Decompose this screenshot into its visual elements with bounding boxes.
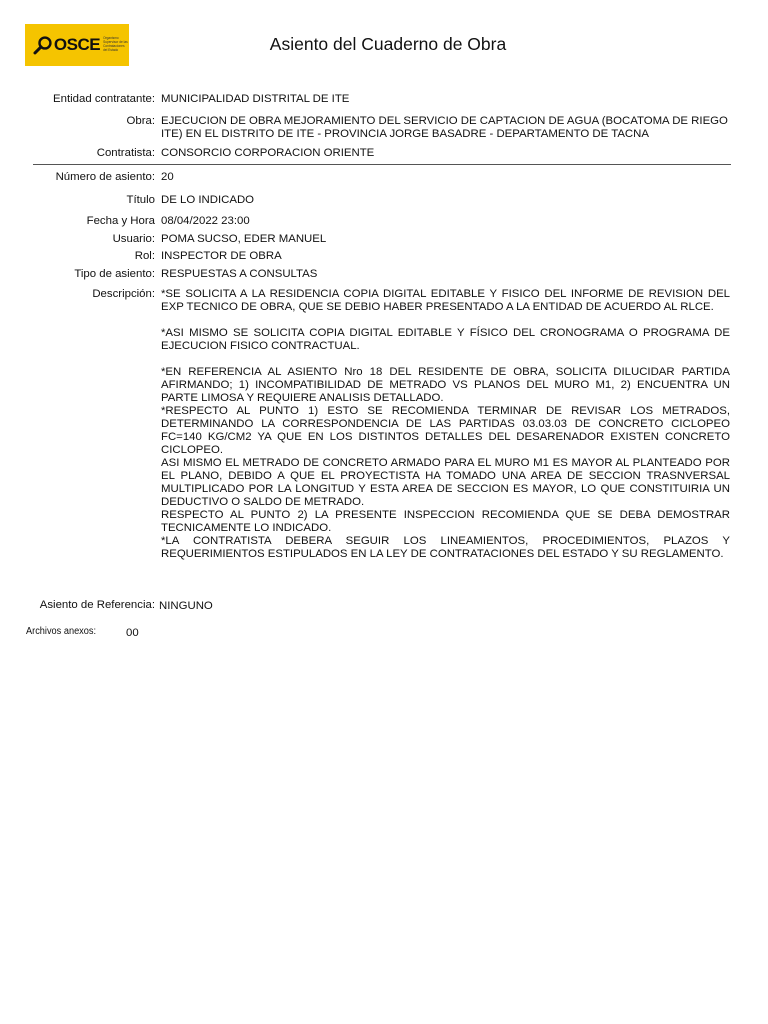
page-title: Asiento del Cuaderno de Obra xyxy=(269,34,507,54)
asiento-block xyxy=(30,171,730,561)
fecha-row xyxy=(30,215,730,228)
tipo-value: RESPUESTAS A CONSULTAS xyxy=(161,268,318,280)
tipo-label: Tipo de asiento: xyxy=(74,268,155,280)
contratista-value: CONSORCIO CORPORACION ORIENTE xyxy=(161,147,375,159)
header-block xyxy=(30,93,730,160)
usuario-row xyxy=(30,233,730,246)
titulo-row xyxy=(30,194,730,207)
contratista-label: Contratista: xyxy=(96,147,155,159)
descripcion-paragraph: RESPECTO AL PUNTO 2) LA PRESENTE INSPECCION RECOMIENDA QUE SE DEBA DEMOSTRAR TECNICAMENTE LO INDICADO. xyxy=(161,509,730,534)
descripcion-label: Descripción: xyxy=(92,288,155,300)
logo-tagline: Organismo Supervisor de las Contrataciones del Estado xyxy=(103,36,128,52)
descripcion-paragraph: *LA CONTRATISTA DEBERA SEGUIR LOS LINEAMIENTOS, PROCEDIMIENTOS, PLAZOS Y REQUERIMIENTOS ESTIPULADOS EN LA LEY DE CONTRATACIONES DEL ESTADO Y SU REGLAMENTO. xyxy=(161,535,730,560)
numero-label: Número de asiento: xyxy=(55,171,155,183)
obra-label: Obra: xyxy=(126,115,155,127)
descripcion-row xyxy=(30,288,730,561)
descripcion-paragraph: *EN REFERENCIA AL ASIENTO Nro 18 DEL RESIDENTE DE OBRA, SOLICITA DILUCIDAR PARTIDA AFIRMANDO; 1) INCOMPATIBILIDAD DE METRADO VS PLANOS DEL MURO M1, 2) ENCUENTRA UN PARTE LIMOSA Y REQUIERE ANALISIS DETALLADO. xyxy=(161,366,730,404)
rol-row xyxy=(30,250,730,263)
fecha-value: 08/04/2022 23:00 xyxy=(161,215,250,227)
entidad-row xyxy=(30,93,730,106)
numero-row xyxy=(30,171,730,184)
descripcion-paragraph: *SE SOLICITA A LA RESIDENCIA COPIA DIGITAL EDITABLE Y FISICO DEL INFORME DE REVISION DEL EXP TECNICO DE OBRA, QUE SE DEBIO HABER PRESENTADO A LA ENTIDAD DE ACUERDO AL RLCE. xyxy=(161,288,730,313)
obra-row xyxy=(30,115,730,141)
anexos-row xyxy=(26,625,139,640)
contratista-row xyxy=(30,147,730,160)
numero-value: 20 xyxy=(161,171,174,183)
rol-value: INSPECTOR DE OBRA xyxy=(161,250,282,262)
titulo-value: DE LO INDICADO xyxy=(161,194,255,206)
descripcion-paragraph: *RESPECTO AL PUNTO 1) ESTO SE RECOMIENDA TERMINAR DE REVISAR LOS METRADOS, DETERMINANDO LA CORRESPONDENCIA DE LAS PARTIDAS 03.03.03 DE CONCRETO CICLOPEO FC=140 KG/CM2 YA QUE EN LOS DISTINTOS DETALLES DEL DESARENADOR EXISTEN CONCRETO CICLOPEO. xyxy=(161,405,730,456)
entidad-value: MUNICIPALIDAD DISTRITAL DE ITE xyxy=(161,93,350,105)
tipo-row xyxy=(30,268,730,281)
entidad-label: Entidad contratante: xyxy=(53,93,155,105)
logo-brand: OSCE xyxy=(53,35,101,54)
usuario-label: Usuario: xyxy=(112,233,155,245)
descripcion-paragraph: *ASI MISMO SE SOLICITA COPIA DIGITAL EDITABLE Y FÍSICO DEL CRONOGRAMA O PROGRAMA DE EJECUCION FISICO CONTRACTUAL. xyxy=(161,327,730,352)
referencia-label: Asiento de Referencia: xyxy=(39,599,155,611)
rol-label: Rol: xyxy=(134,250,155,262)
anexos-value: 00 xyxy=(126,627,139,639)
fecha-label: Fecha y Hora xyxy=(86,215,155,227)
header-divider xyxy=(33,164,731,165)
anexos-label: Archivos anexos: xyxy=(26,626,97,637)
titulo-label: Título xyxy=(126,194,155,206)
referencia-row xyxy=(30,599,730,613)
descripcion-text xyxy=(155,288,730,561)
descripcion-paragraph: ASI MISMO EL METRADO DE CONCRETO ARMADO PARA EL MURO M1 ES MAYOR AL PLANTEADO POR EL PLANO, DEBIDO A QUE EL PROYECTISTA HA TOMADO UNA AREA DE SECCION TRASNVERSAL MULTIPLICADO POR LA LONGITUD Y ESTA AREA DE SECCION ES MAYOR, LO QUE CONSTITUIRIA UN DEDUCTIVO O SALDO DE METRADO. xyxy=(161,457,730,508)
referencia-value: NINGUNO xyxy=(159,600,213,612)
obra-value: EJECUCION DE OBRA MEJORAMIENTO DEL SERVICIO DE CAPTACION DE AGUA (BOCATOMA DE RIEGO ITE) EN EL DISTRITO DE ITE - PROVINCIA JORGE BASADRE - DEPARTAMENTO DE TACNA xyxy=(161,115,728,140)
usuario-value: POMA SUCSO, EDER MANUEL xyxy=(161,233,327,245)
